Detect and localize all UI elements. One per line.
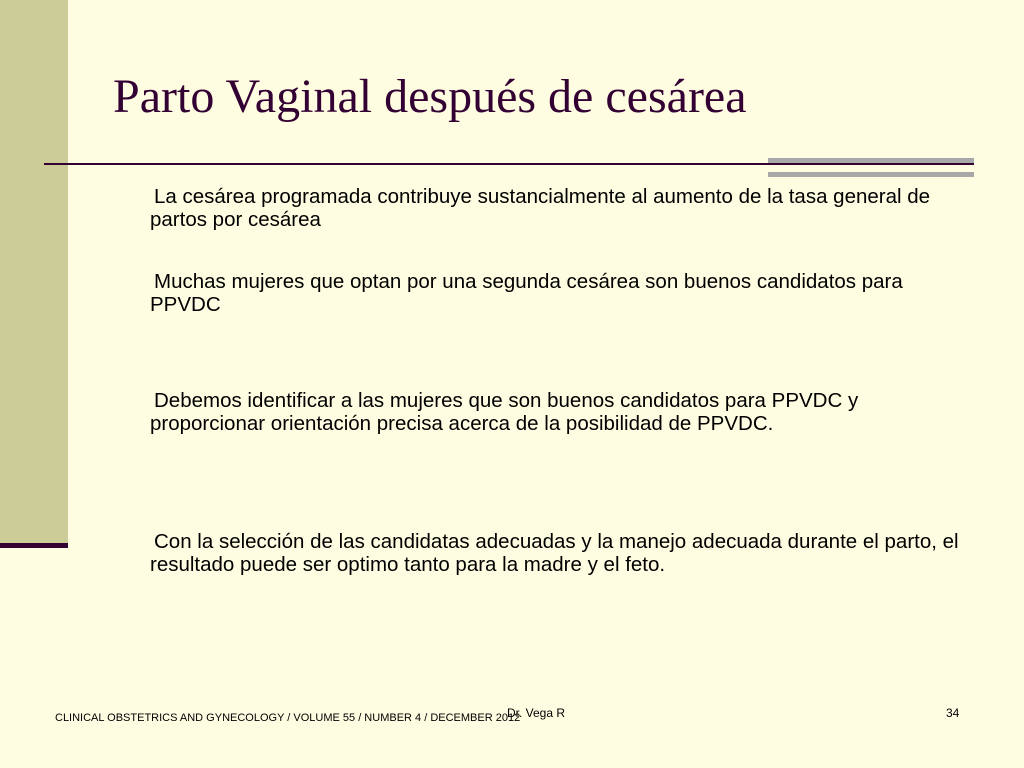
paragraph-4: Con la selección de las candidatas adecuadas y la manejo adecuada durante el parto, el resultado puede ser optimo tanto para la madre y el feto. bbox=[150, 530, 959, 576]
footer-citation: CLINICAL OBSTETRICS AND GYNECOLOGY / VOLUME 55 / NUMBER 4 / DECEMBER 2012 bbox=[55, 712, 521, 724]
paragraph-1: La cesárea programada contribuye sustancialmente al aumento de la tasa general de partos por cesárea bbox=[150, 185, 931, 231]
slide-number: 34 bbox=[946, 706, 960, 720]
left-band-rule bbox=[0, 543, 68, 548]
paragraph-2: Muchas mujeres que optan por una segunda cesárea son buenos candidatos para PPVDC bbox=[150, 270, 903, 316]
slide-title: Parto Vaginal después de cesárea bbox=[113, 70, 747, 123]
paragraph-3: Debemos identificar a las mujeres que son buenos candidatos para PPVDC y proporcionar orientación precisa acerca de la posibilidad de PPVDC. bbox=[150, 389, 859, 435]
decorative-gray-bar-bottom bbox=[768, 172, 974, 177]
decorative-gray-bar-top bbox=[768, 158, 974, 163]
title-underline-rule bbox=[44, 163, 974, 165]
left-decorative-band bbox=[0, 0, 68, 543]
footer-author: Dr. Vega R bbox=[507, 706, 566, 720]
